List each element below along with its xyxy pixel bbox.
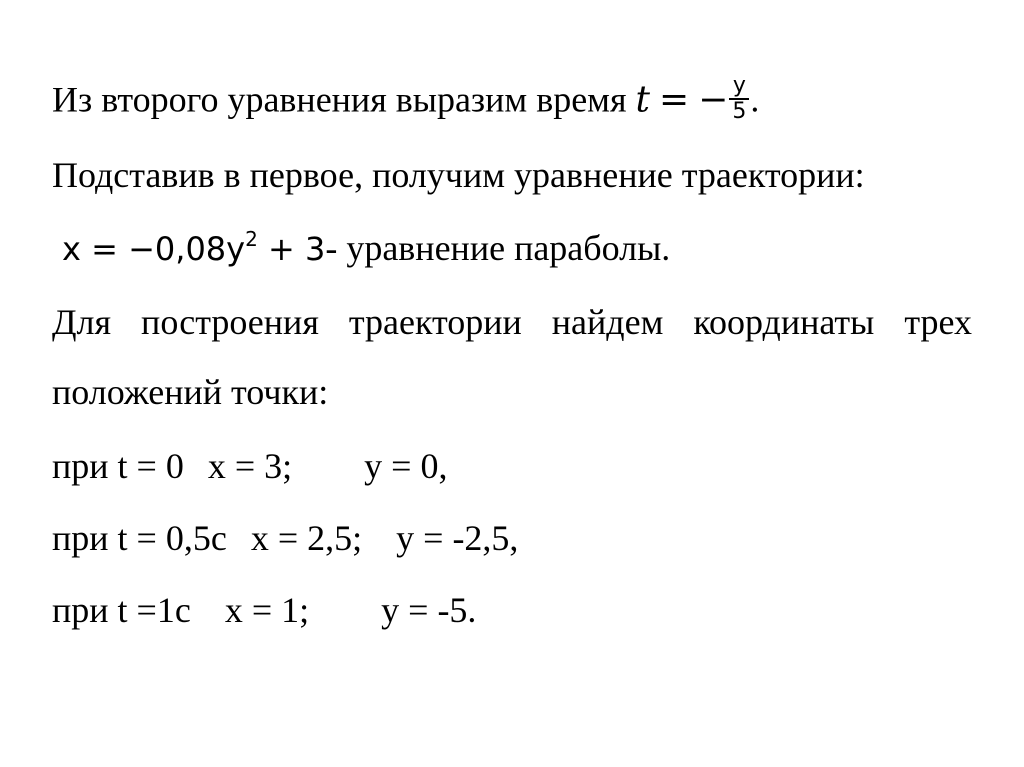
formula-end: + 3: [257, 230, 326, 268]
position-x: x = 1;: [224, 590, 310, 630]
time-variable: t: [635, 79, 650, 121]
position-y: y = 0,: [364, 446, 448, 486]
position-row-3: [52, 590, 476, 630]
fraction-y-over-5: [729, 74, 749, 124]
position-time: при t = 0,5с: [52, 518, 227, 558]
text-line-trajectory-equation: [62, 228, 670, 269]
intro-text: Из второго уравнения выразим время: [52, 79, 627, 120]
position-time: при t = 0: [52, 446, 184, 486]
fraction-numerator: y: [729, 74, 749, 100]
position-row-2: [52, 518, 518, 558]
sentence-end: .: [750, 79, 760, 120]
position-x: x = 2,5;: [250, 518, 363, 558]
minus-sign: −: [698, 79, 729, 121]
parabola-text: - уравнение параболы.: [325, 228, 671, 268]
text-line-substitution: [52, 155, 865, 195]
text-line-positions-label: [52, 372, 328, 412]
coordinates-intro-text: Для построения траектории найдем координаты трех: [52, 302, 972, 342]
position-y: y = -5.: [381, 590, 477, 630]
formula-start: x = −0,08y: [62, 230, 246, 268]
fraction-denominator: 5: [732, 99, 747, 124]
position-row-1: [52, 446, 447, 486]
substitution-text: Подставив в первое, получим уравнение траектории:: [52, 155, 865, 195]
position-time: при t =1с: [52, 590, 191, 630]
formula-power: 2: [245, 227, 258, 251]
position-y: y = -2,5,: [396, 518, 519, 558]
equals-sign: =: [658, 79, 690, 121]
text-line-coordinates-intro: [52, 302, 972, 342]
text-line-time-expression: [52, 73, 760, 128]
trajectory-formula: [62, 227, 326, 268]
positions-label-text: положений точки:: [52, 372, 329, 412]
position-x: x = 3;: [207, 446, 293, 486]
